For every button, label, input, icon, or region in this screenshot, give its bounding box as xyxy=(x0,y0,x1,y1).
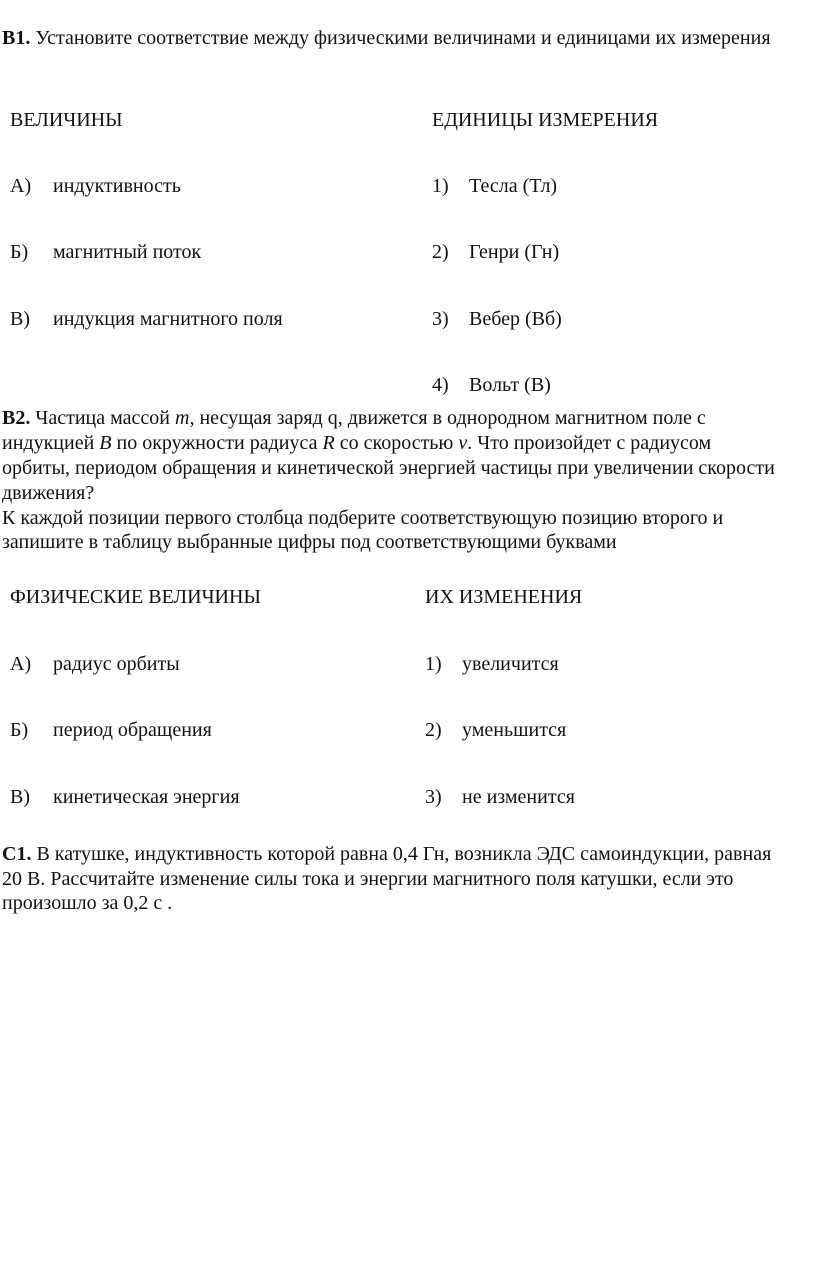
b2-text: по окружности радиуса xyxy=(111,432,323,454)
b2-text: Частица массой xyxy=(30,407,175,429)
b1-right-item-4: Вольт (В) xyxy=(469,374,551,396)
b2-left-marker-a: А) xyxy=(10,653,32,675)
b1-right-item-2: Генри (Гн) xyxy=(469,241,560,263)
b1-left-item-a: индуктивность xyxy=(53,175,181,197)
b1-right-marker-4: 4) xyxy=(432,374,449,396)
b1-left-marker-b: Б) xyxy=(10,241,29,263)
b2-left-marker-v: В) xyxy=(10,786,30,808)
b1-left-marker-v: В) xyxy=(10,308,30,330)
b2-right-item-1: увеличится xyxy=(462,653,559,675)
b2-text: со скоростью xyxy=(334,432,459,454)
b1-question xyxy=(2,26,771,50)
b1-label: В1. xyxy=(2,27,31,49)
c1-question-line-2: 20 В. Рассчитайте изменение силы тока и энергии магнитного поля катушки, если это xyxy=(2,868,734,890)
b2-label: В2. xyxy=(2,407,31,429)
b2-question-line-4: движения? xyxy=(2,482,95,504)
b2-left-item-v: кинетическая энергия xyxy=(53,786,240,808)
c1-label: С1. xyxy=(2,843,32,865)
b2-radius-symbol: R xyxy=(322,432,335,454)
b2-instruction-line-1: К каждой позиции первого столбца подберите соответствующую позицию второго и xyxy=(2,507,724,529)
b2-right-item-2: уменьшится xyxy=(462,719,567,741)
b2-left-header: ФИЗИЧЕСКИЕ ВЕЛИЧИНЫ xyxy=(10,586,261,608)
b1-right-item-1: Тесла (Тл) xyxy=(469,175,558,197)
b2-instruction-line-2: запишите в таблицу выбранные цифры под соответствующими буквами xyxy=(2,531,617,553)
b2-question-line-3: орбиты, периодом обращения и кинетической энергией частицы при увеличении скорости xyxy=(2,457,775,479)
b2-velocity-symbol: v xyxy=(458,432,468,454)
b1-left-marker-a: А) xyxy=(10,175,32,197)
b1-right-marker-3: 3) xyxy=(432,308,449,330)
b1-right-marker-2: 2) xyxy=(432,241,449,263)
b1-left-item-v: индукция магнитного поля xyxy=(53,308,283,330)
b2-right-item-3: не изменится xyxy=(462,786,575,808)
b2-text: , несущая заряд q, движется в однородном магнитном поле с xyxy=(189,407,706,429)
b2-induction-symbol: B xyxy=(99,432,112,454)
b2-right-marker-2: 2) xyxy=(425,719,442,741)
c1-text: В катушке, индуктивность которой равна 0,4 Гн, возникла ЭДС самоиндукции, равная xyxy=(31,843,772,865)
c1-question-line-3: произошло за 0,2 с . xyxy=(2,892,173,914)
b2-question-line-2 xyxy=(2,431,711,455)
b2-text: . Что произойдет с радиусом xyxy=(467,432,712,454)
b2-left-marker-b: Б) xyxy=(10,719,29,741)
b2-right-header: ИХ ИЗМЕНЕНИЯ xyxy=(425,586,583,608)
b2-right-marker-3: 3) xyxy=(425,786,442,808)
b1-right-header: ЕДИНИЦЫ ИЗМЕРЕНИЯ xyxy=(432,109,659,131)
b1-right-marker-1: 1) xyxy=(432,175,449,197)
b2-right-marker-1: 1) xyxy=(425,653,442,675)
b2-question-line-1 xyxy=(2,406,706,430)
b2-left-item-a: радиус орбиты xyxy=(53,653,180,675)
b1-left-header: ВЕЛИЧИНЫ xyxy=(10,109,123,131)
b2-mass-symbol: m xyxy=(174,407,190,429)
c1-question-line-1 xyxy=(2,842,771,866)
b1-text: Установите соответствие между физическими величинами и единицами их измерения xyxy=(35,27,771,49)
b2-text: индукцией xyxy=(2,432,100,454)
b1-right-item-3: Вебер (Вб) xyxy=(469,308,562,330)
b1-left-item-b: магнитный поток xyxy=(53,241,202,263)
b2-left-item-b: период обращения xyxy=(53,719,212,741)
